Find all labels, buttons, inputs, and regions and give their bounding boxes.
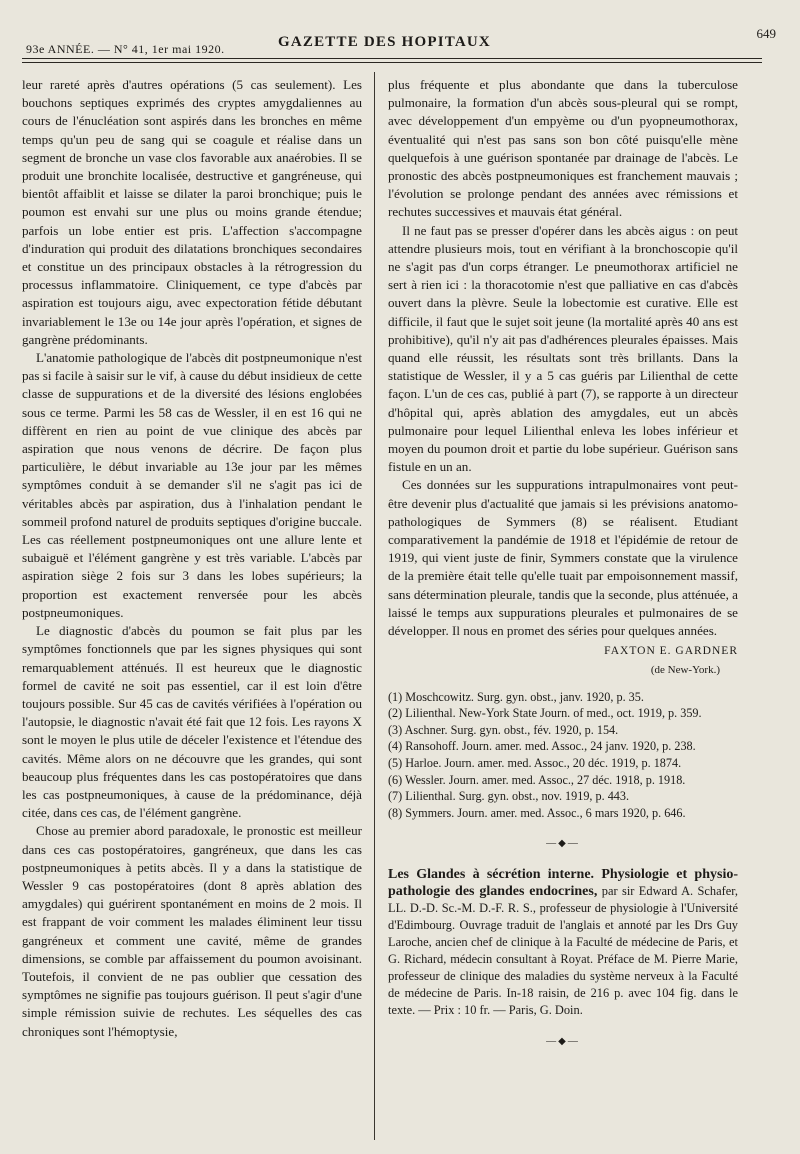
header-rule xyxy=(22,58,762,59)
end-ornament: —◆— xyxy=(546,1035,580,1047)
reference-item: (1) Moschcowitz. Surg. gyn. obst., janv. 1920, p. 35. xyxy=(388,689,644,704)
reference-item: (4) Ransohoff. Journ. amer. med. Assoc., 24 janv. 1920, p. 238. xyxy=(388,739,696,754)
author-signature: FAXTON E. GARDNER xyxy=(604,645,738,658)
book-description: par sir Edward A. Schafer, LL. D.-D. Sc.-M. D.-F. R. S., professeur de physiologie à l'Université d'Edimbourg. Ouvrage traduit de l'anglais et annoté par les Drs Guy Laroche, ancien chef de clinique à la Faculté de médecine de Paris, et G. Richard, médecin consultant à Royat. Préface de M. Pierre Marie, professeur de clinique des maladies du système nerveux à la Faculté de médecine de Paris. In-18 raisin, de 216 p. avec 104 fig. dans le texte. — Prix : 10 fr. — Paris, G. Doin. xyxy=(388,883,738,1017)
issue-line: 93e ANNÉE. — N° 41, 1er mai 1920. xyxy=(26,42,225,56)
header-rule-second xyxy=(22,62,762,63)
paragraph: leur rareté après d'autres opérations (5 cas seulement). Les bouchons septiques exprimés des cryptes amygdaliennes au cours de l'énucléation sont aspirés dans les bronches en même temps qu'un peu de sang qui se coagule et réalise dans un segment de bronche un vase clos favorable aux anaérobies. Il se produit une bronchite localisée, destructive et gangréneuse, qui bientôt affaiblit et laisse se dilater la paroi bronchique; puis le poumon est envahi sur une plus ou moins grande étendue; parfois un lobe entier est pris. L'affection s'accompagne d'induration qui produit des dilatations bronchiques secondaires et constitue un des principaux obstacles à la rétrogression du processus inflammatoire. Cliniquement, ce type d'abcès par aspiration est toujours aigu, avec expectoration fétide débutant invariablement le 13e ou 14e jour après l'opération, et signes de gangrène prédominants. xyxy=(22,77,362,347)
column-divider xyxy=(374,72,375,1140)
section-ornament: —◆— xyxy=(546,838,580,850)
paragraph: L'anatomie pathologique de l'abcès dit postpneumonique n'est pas si facile à saisir sur le vif, à cause du début insidieux de cette classe de suppurations et de la diversité des lésions englobées sous ce terme. Parmi les 58 cas de Wessler, il en est 16 qui ne diffèrent en rien au point de vue clinique des abcès par aspiration que nous venons de décrire. De façon plus particulière, le début invariable au 13e jour par les mêmes symptômes conduit à se demander s'il ne s'agit pas ici de véritables abcès par aspiration, dus à l'inhalation pendant le sommeil profond naturel de produits septiques d'origine buccale. Les cas réellement postpneumoniques ont une allure lente et subaiguë et l'élément gangrène y est très variable. L'abcès par aspiration siège 2 fois sur 3 dans les lobes supérieurs; la proportion est exactement renversée pour les abcès postpneumoniques. xyxy=(22,350,362,620)
paragraph: plus fréquente et plus abondante que dans la tuberculose pulmonaire, la formation d'un abcès sous-pleural qui se rompt, avec développement d'un empyème ou d'un pyopneumothorax, éventualité qui n'est pas sans son bon côté puisqu'elle mène quelquefois à une guérison spontanée par drainage de l'abcès. Le pronostic des abcès postpneumoniques est franchement mauvais ; l'évolution se prolonge pendant des années avec rémissions et rechutes successives et mauvais état général. xyxy=(388,77,738,220)
reference-item: (2) Lilienthal. New-York State Journ. of med., oct. 1919, p. 359. xyxy=(388,706,702,721)
reference-item: (3) Aschner. Surg. gyn. obst., fév. 1920, p. 154. xyxy=(388,722,619,737)
book-review xyxy=(388,866,738,1019)
right-column xyxy=(388,76,738,1063)
left-column xyxy=(22,76,362,1041)
reference-item: (7) Lilienthal. Surg. gyn. obst., nov. 1919, p. 443. xyxy=(388,789,630,804)
reference-item: (5) Harloe. Journ. amer. med. Assoc., 20 déc. 1919, p. 1874. xyxy=(388,756,682,771)
paragraph: Ces données sur les suppurations intrapulmonaires vont peut-être devenir plus d'actualité que jamais si les prévisions anatomo-pathologiques de Symmers (8) se réalisent. Etudiant comparativement la pandémie de 1918 et l'épidémie de retour de 1919, qui vient juste de finir, Symmers constate que la virulence de la première était telle qu'elle tuait par empoisonnement massif, sans détermination pleurale, tandis que la seconde, plus atténuée, a laissé le temps aux suppurations pleurales et pulmonaires de se développer. Il nous en promet des séries pour quelques années. xyxy=(388,477,738,639)
paragraph: Il ne faut pas se presser d'opérer dans les abcès aigus : on peut attendre plusieurs mois, tout en vérifiant à la bronchoscopie qu'il ne s'agit pas d'un corps étranger. Le pneumothorax artificiel ne sert à rien ici : la thoracotomie n'est que palliative en cas d'abcès ouvert dans la plèvre. Seule la lobectomie est curative. Elle est difficile, il faut que le sujet soit jeune (la mortalité après 40 ans est prohibitive), qu'il n'y ait pas d'adhérences pleurales épaisses. Mais quand elle réussit, les résultats sont très brillants. Dans la statistique de Wessler, il y a 5 cas guéris par Lilienthal de cette façon. L'un de ces cas, publié à part (7), se rapporte à un directeur d'hôpital qui, après ablation des amygdales, eut un abcès pulmonaire pour lequel Lilienthal enleva les lobes inférieur et moyen du poumon droit et partie du lobe supérieur. Guérison sans fistule en un an. xyxy=(388,222,738,475)
reference-list xyxy=(388,689,738,822)
journal-title: GAZETTE DES HOPITAUX xyxy=(278,34,491,50)
page-number: 649 xyxy=(756,26,776,41)
reference-item: (6) Wessler. Journ. amer. med. Assoc., 27 déc. 1918, p. 1918. xyxy=(388,772,686,787)
paragraph: Chose au premier abord paradoxale, le pronostic est meilleur dans ces cas postopératoires, gangréneux, que dans les cas postpneumoniques à petits abcès. Il y a dans la statistique de Wessler 9 cas postopératoires (dont 8 après ablation des amygdales) qui guérirent spontanément en moins de 2 mois. Il est frappant de voir comment les malades éliminent leur tissu gangréneux et comment une cavité, même de grandes dimensions, se comble par affaissement du poumon avoisinant. Toutefois, il convient de ne pas oublier que cessation des symptômes ne signifie pas toujours guérison. Il peut s'agir d'une simple rémission suivie de rechutes. Les séquelles des cas chroniques sont l'hémoptysie, xyxy=(22,823,362,1039)
author-location: (de New-York.) xyxy=(650,663,720,676)
book-title: Les Glandes à sécrétion interne. Physiologie et physio-pathologie des glandes endocrines, xyxy=(388,866,738,899)
page-header xyxy=(20,22,776,56)
paragraph: Le diagnostic d'abcès du poumon se fait plus par les symptômes fonctionnels que par les signes physiques qui sont remarquablement atténués. Il est heureux que le diagnostic formel de cavité ne soit pas essentiel, car il est loin d'être toujours possible. Sur 45 cas de cavités vérifiées à l'opération ou l'autopsie, le diagnostic n'avait été fait que 12 fois. Les rayons X sont le moyen le plus utile de déceler l'existence et l'étendue des cavités. Même alors on ne découvre que les grandes, qui sont beaucoup plus fréquentes dans les cas postopératoires que dans les cas postpneumoniques, à cause de la prédominance, déjà citée, dans ces cas, de l'élément gangrène. xyxy=(22,623,362,821)
reference-item: (8) Symmers. Journ. amer. med. Assoc., 6 mars 1920, p. 646. xyxy=(388,805,686,820)
